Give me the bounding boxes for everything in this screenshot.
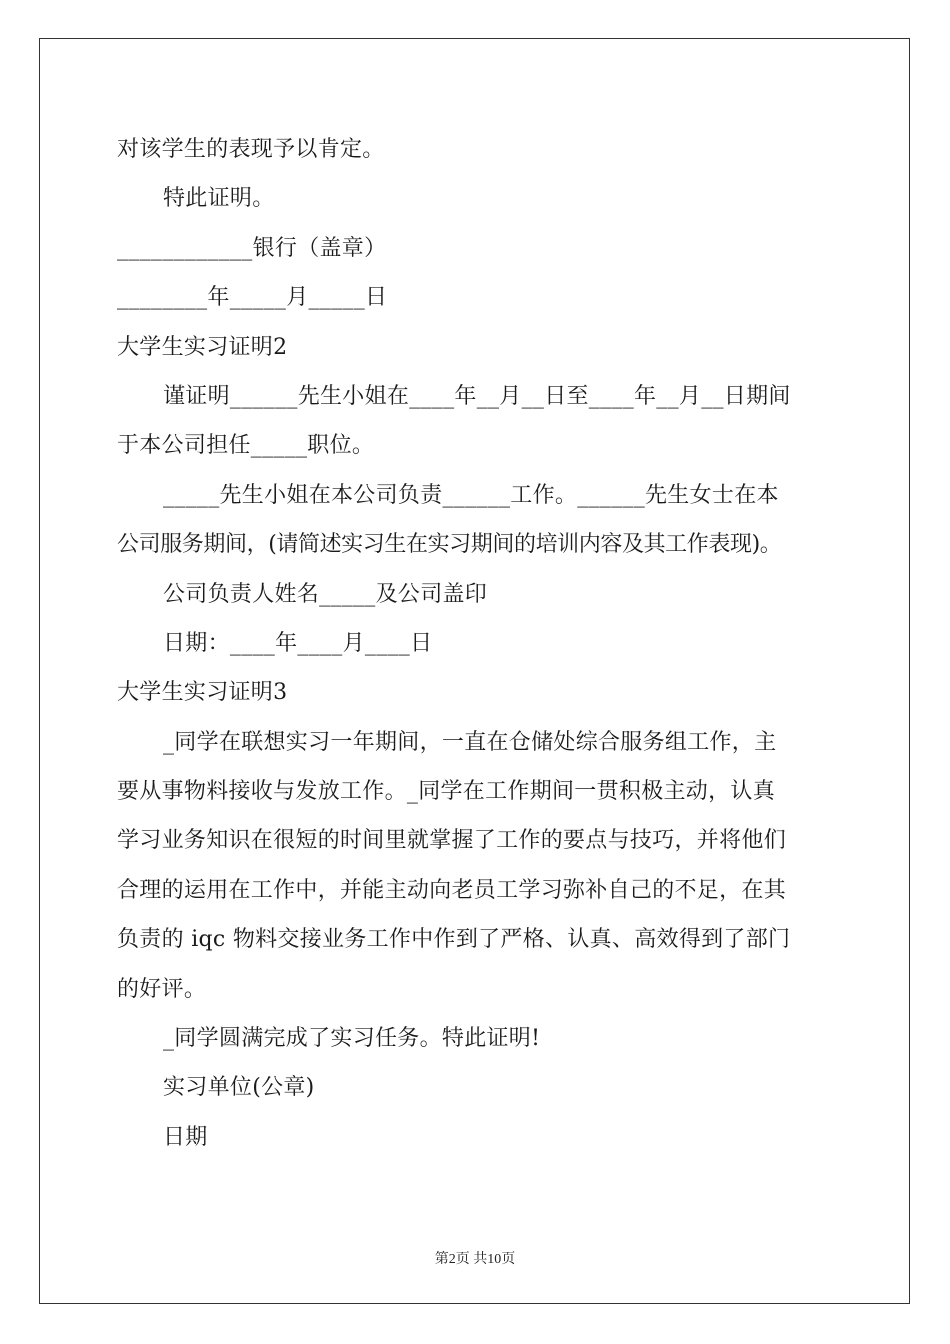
text-line: 日期：____年____月____日 <box>163 630 433 656</box>
text-line: 日期 <box>163 1124 208 1150</box>
text-line: 对该学生的表现予以肯定。 <box>117 137 385 162</box>
text-line: 负责的 iqc 物料交接业务工作中作到了严格、认真、高效得到了部门 <box>117 927 791 953</box>
text-line: 于本公司担任_____职位。 <box>117 433 375 459</box>
text-line: 实习单位(公章) <box>163 1075 315 1101</box>
text-line: 的好评。 <box>117 976 207 1002</box>
section-heading: 大学生实习证明3 <box>117 680 288 706</box>
text-line: 学习业务知识在很短的时间里就掌握了工作的要点与技巧，并将他们 <box>117 828 787 854</box>
section-heading: 大学生实习证明2 <box>117 334 288 360</box>
text-line: ________年_____月_____日 <box>117 285 388 311</box>
text-line: 公司服务期间，(请简述实习生在实习期间的培训内容及其工作表现)。 <box>117 532 782 558</box>
text-line: _____先生小姐在本公司负责______工作。______先生女士在本 <box>163 482 779 508</box>
text-line: 谨证明______先生小姐在____年__月__日至____年__月__日期间 <box>163 383 791 409</box>
text-line: ____________银行（盖章） <box>117 235 387 261</box>
text-line: 特此证明。 <box>163 186 275 212</box>
text-line: 合理的运用在工作中，并能主动向老员工学习弥补自己的不足，在其 <box>117 877 787 903</box>
text-line: _同学在联想实习一年期间，一直在仓储处综合服务组工作，主 <box>163 729 777 755</box>
text-line: _同学圆满完成了实习任务。特此证明! <box>163 1026 541 1052</box>
text-line: 公司负责人姓名_____及公司盖印 <box>163 581 488 607</box>
document-body <box>117 125 842 1162</box>
page-number-footer: 第2页 共10页 <box>434 1252 516 1267</box>
text-line: 要从事物料接收与发放工作。_同学在工作期间一贯积极主动，认真 <box>117 779 776 805</box>
